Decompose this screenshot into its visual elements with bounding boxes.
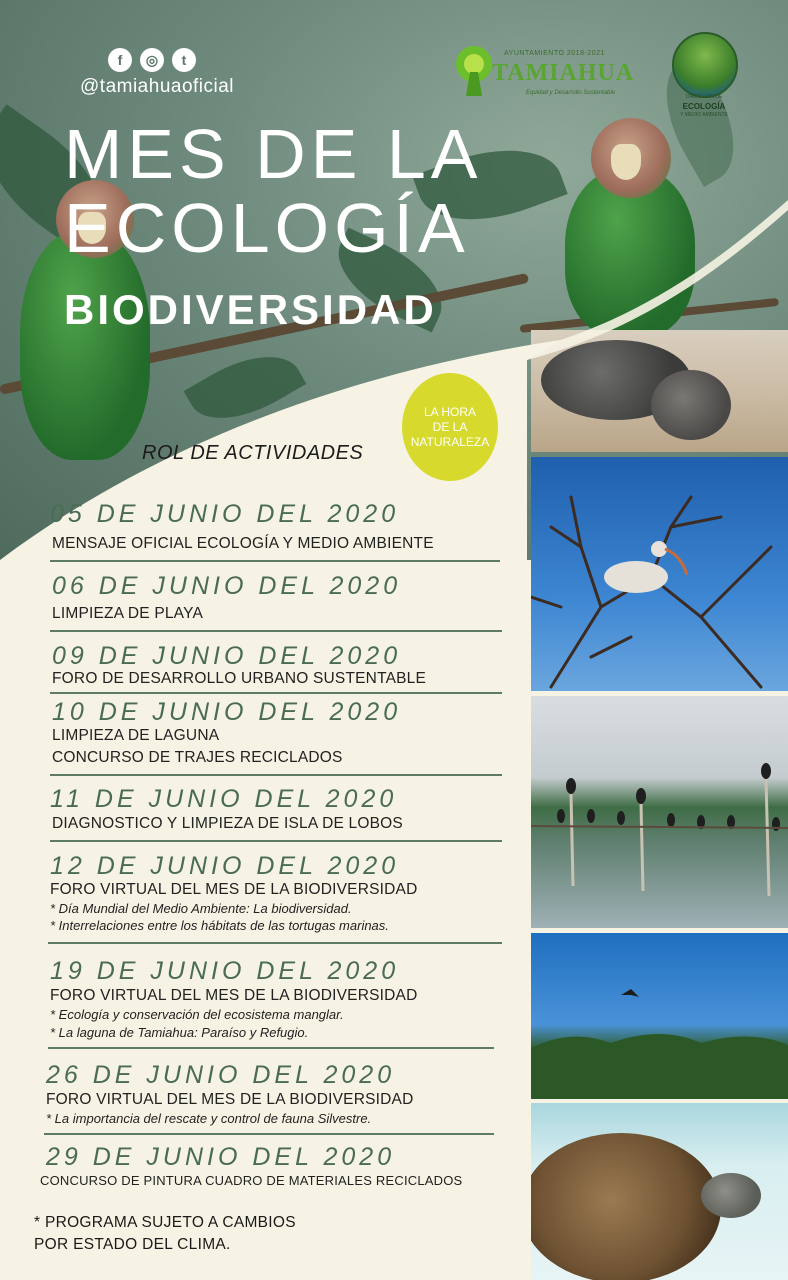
schedule-note: * Interrelaciones entre los hábitats de las tortugas marinas. — [50, 918, 389, 933]
page-subtitle: BIODIVERSIDAD — [64, 286, 437, 333]
schedule-activity: FORO VIRTUAL DEL MES DE LA BIODIVERSIDAD — [50, 881, 418, 898]
schedule-date: 26 DE JUNIO DEL 2020 — [46, 1061, 396, 1089]
divider — [50, 774, 502, 776]
schedule-note: * Ecología y conservación del ecosistema manglar. — [50, 1007, 344, 1022]
schedule-note: * Día Mundial del Medio Ambiente: La biodiversidad. — [50, 901, 352, 916]
schedule-activity: LIMPIEZA DE LAGUNA — [52, 727, 220, 744]
schedule-date: 12 DE JUNIO DEL 2020 — [50, 852, 400, 880]
divider — [50, 840, 502, 842]
tamiahua-logo: AYUNTAMIENTO 2018-2021 TAMIAHUA Equidad y Desarrollo Sustentable — [452, 40, 632, 102]
social-icons — [108, 48, 196, 72]
facebook-icon[interactable]: f — [108, 48, 132, 72]
schedule-date: 19 DE JUNIO DEL 2020 — [50, 957, 400, 985]
divider — [50, 692, 502, 694]
schedule-note: * La importancia del rescate y control de fauna Silvestre. — [46, 1111, 372, 1126]
schedule-note: * La laguna de Tamiahua: Paraíso y Refugio. — [50, 1025, 309, 1040]
schedule-activity: FORO VIRTUAL DEL MES DE LA BIODIVERSIDAD — [46, 1091, 414, 1108]
page-title-line1: MES DE LA — [64, 115, 483, 193]
divider — [48, 1047, 494, 1049]
schedule-date: 10 DE JUNIO DEL 2020 — [52, 698, 402, 726]
divider — [48, 942, 502, 944]
page-title-line2: ECOLOGÍA — [64, 189, 470, 267]
social-handle: @tamiahuaoficial — [80, 76, 235, 97]
footer-disclaimer: * PROGRAMA SUJETO A CAMBIOS POR ESTADO DEL CLIMA. — [34, 1214, 296, 1253]
divider — [44, 1133, 494, 1135]
schedule-activity: DIAGNOSTICO Y LIMPIEZA DE ISLA DE LOBOS — [52, 815, 403, 832]
schedule-activity: FORO VIRTUAL DEL MES DE LA BIODIVERSIDAD — [50, 987, 418, 1004]
schedule-date: 09 DE JUNIO DEL 2020 — [52, 642, 402, 670]
ecologia-logo: DIRECCIÓN DE ECOLOGÍA Y MEDIO AMBIENTE — [662, 32, 746, 116]
peacock-icon — [452, 42, 496, 98]
instagram-icon[interactable]: ◎ — [140, 48, 164, 72]
schedule-date: 05 DE JUNIO DEL 2020 — [50, 500, 400, 528]
schedule-activity: LIMPIEZA DE PLAYA — [52, 605, 203, 622]
twitter-icon[interactable]: t — [172, 48, 196, 72]
mangrove-tree-icon — [672, 32, 738, 98]
schedule-activity: MENSAJE OFICIAL ECOLOGÍA Y MEDIO AMBIENTE — [52, 535, 434, 552]
section-title: ROL DE ACTIVIDADES — [142, 442, 364, 464]
schedule-activity: CONCURSO DE TRAJES RECICLADOS — [52, 749, 343, 766]
schedule-date: 11 DE JUNIO DEL 2020 — [50, 785, 398, 813]
schedule-activity: CONCURSO DE PINTURA CUADRO DE MATERIALES RECICLADOS — [40, 1173, 463, 1188]
schedule-date: 29 DE JUNIO DEL 2020 — [46, 1143, 396, 1171]
hora-naturaleza-badge: LA HORA DE LA NATURALEZA — [402, 373, 498, 481]
schedule-date: 06 DE JUNIO DEL 2020 — [52, 572, 402, 600]
divider — [50, 560, 500, 562]
schedule-activity: FORO DE DESARROLLO URBANO SUSTENTABLE — [52, 670, 427, 687]
divider — [50, 630, 502, 632]
